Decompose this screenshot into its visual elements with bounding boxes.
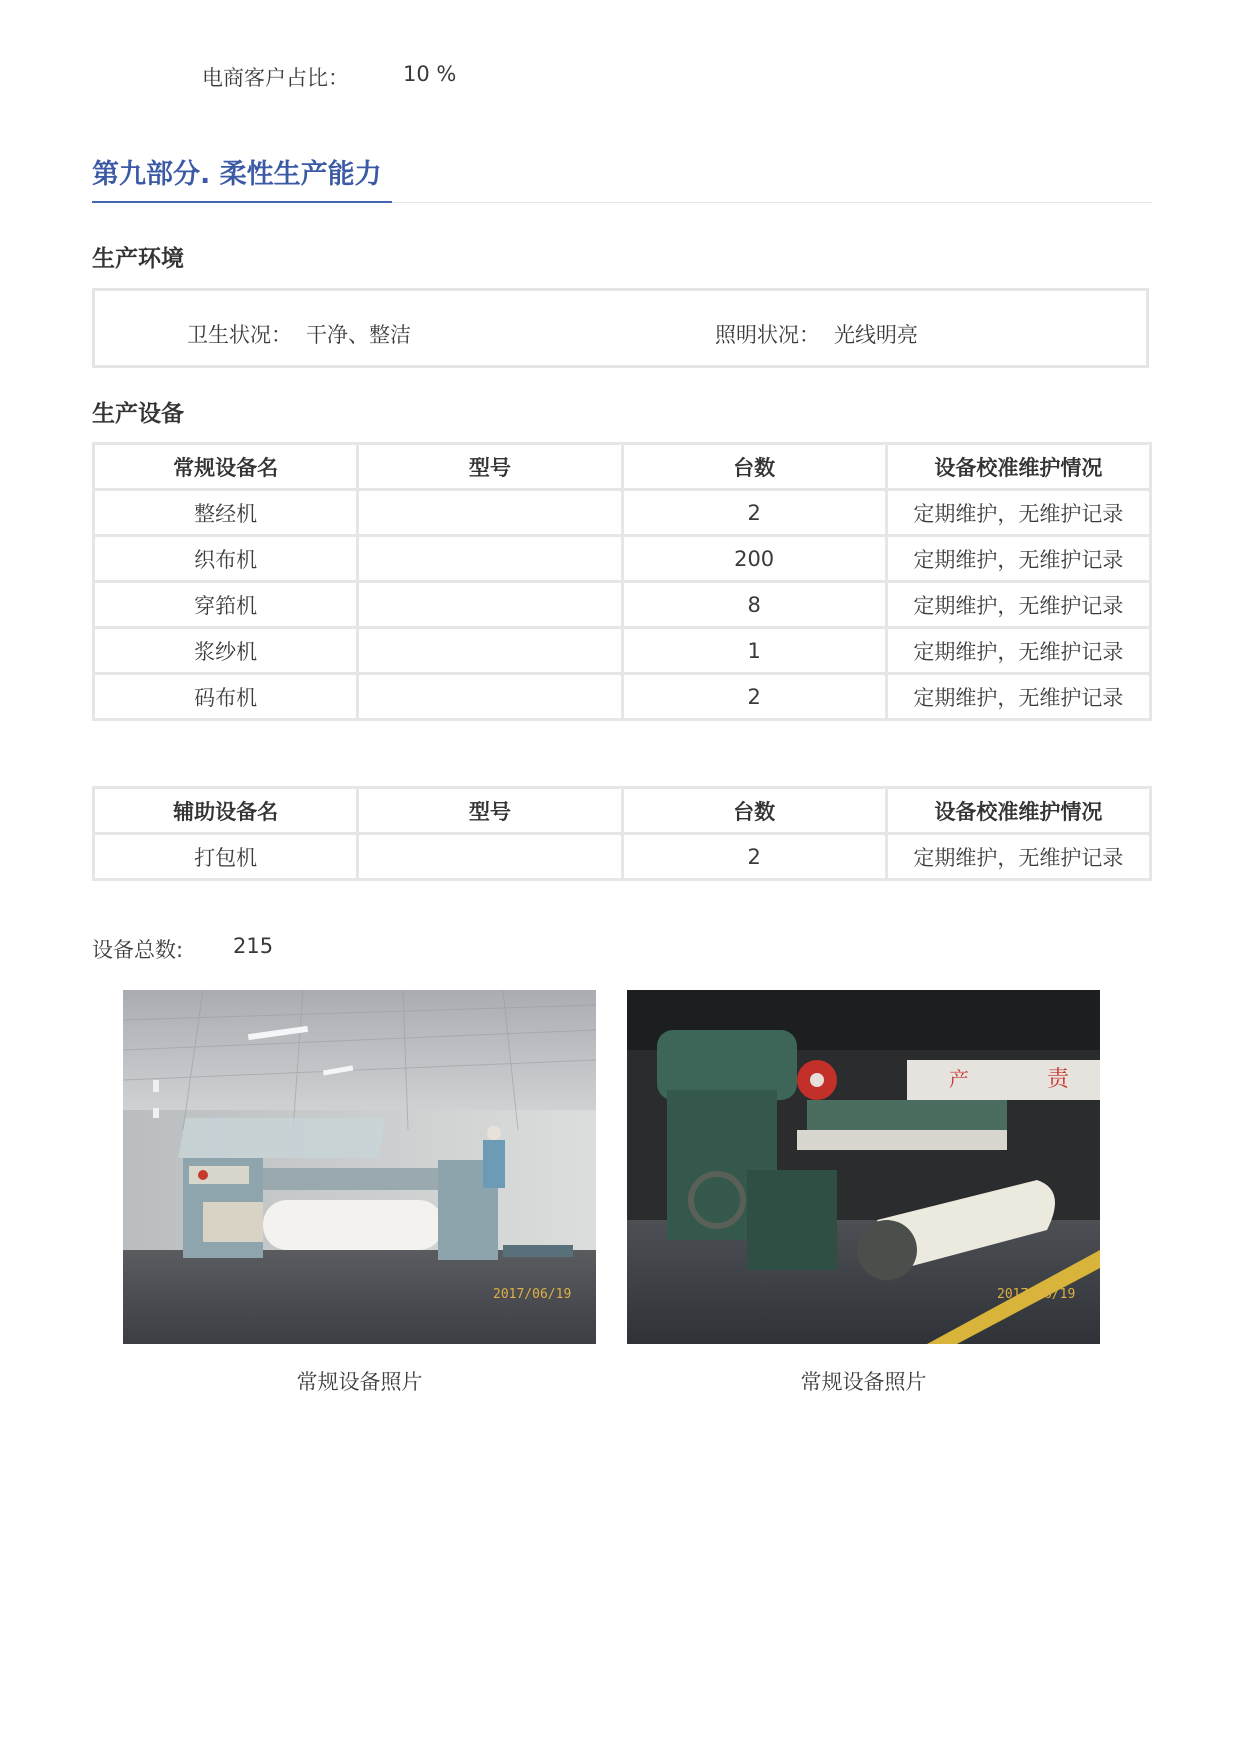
table-header-cell: 台数 (622, 444, 886, 490)
lighting-status (715, 319, 918, 349)
table-header-row (94, 788, 1151, 834)
photo-date-stamp: 2017/06/19 (493, 1287, 572, 1302)
table-cell: 1 (622, 628, 886, 674)
lighting-value: 光线明亮 (834, 323, 918, 347)
table-cell: 定期维护，无维护记录 (886, 536, 1150, 582)
table-cell: 200 (622, 536, 886, 582)
table-cell: 织布机 (94, 536, 358, 582)
equipment-total-value: 215 (233, 934, 274, 958)
equipment-total-label: 设备总数: (92, 938, 184, 962)
photo-wall-char: 责 (1047, 1067, 1070, 1092)
table-header-row (94, 444, 1151, 490)
hygiene-value: 干净、整洁 (306, 323, 411, 347)
table-header-cell: 设备校准维护情况 (886, 788, 1150, 834)
environment-box (92, 288, 1149, 368)
table-header-cell: 常规设备名 (94, 444, 358, 490)
lighting-label: 照明状况： (715, 323, 820, 347)
table-cell: 定期维护，无维护记录 (886, 834, 1150, 880)
table-cell: 穿筘机 (94, 582, 358, 628)
photo-wall-char: 产 (949, 1067, 969, 1091)
hygiene-label: 卫生状况： (187, 323, 292, 347)
table-cell: 2 (622, 834, 886, 880)
table-cell: 8 (622, 582, 886, 628)
table-cell: 定期维护，无维护记录 (886, 628, 1150, 674)
table-cell: 定期维护，无维护记录 (886, 582, 1150, 628)
ecommerce-ratio-label: 电商客户占比： (202, 66, 349, 90)
table-header-cell: 辅助设备名 (94, 788, 358, 834)
table-cell: 2 (622, 674, 886, 720)
table-header-cell: 台数 (622, 788, 886, 834)
ecommerce-ratio-value: 10 % (403, 62, 457, 86)
table-row (94, 582, 1151, 628)
table-header-cell: 设备校准维护情况 (886, 444, 1150, 490)
table-cell: 定期维护，无维护记录 (886, 674, 1150, 720)
equipment-photo (123, 990, 596, 1344)
table-cell: 定期维护，无维护记录 (886, 490, 1150, 536)
table-cell: 浆纱机 (94, 628, 358, 674)
regular-equipment-table (92, 442, 1152, 721)
auxiliary-equipment-table (92, 786, 1152, 881)
equipment-total (92, 934, 274, 964)
hygiene-status (187, 319, 411, 349)
table-row (94, 834, 1151, 880)
table-cell: 2 (622, 490, 886, 536)
photo-date-stamp: 2017/06/19 (997, 1287, 1076, 1302)
section-title-underline (92, 201, 392, 203)
photo-caption: 常规设备照片 (296, 1370, 423, 1394)
equipment-photo (627, 990, 1100, 1344)
table-cell: 码布机 (94, 674, 358, 720)
table-cell (358, 674, 622, 720)
table-cell: 打包机 (94, 834, 358, 880)
table-header-cell: 型号 (358, 788, 622, 834)
ecommerce-ratio (202, 62, 457, 92)
table-row (94, 490, 1151, 536)
table-header-cell: 型号 (358, 444, 622, 490)
section-title: 第九部分. 柔性生产能力 (92, 159, 382, 190)
table-cell (358, 628, 622, 674)
table-cell (358, 834, 622, 880)
table-row (94, 536, 1151, 582)
photo-caption: 常规设备照片 (800, 1370, 927, 1394)
table-cell (358, 582, 622, 628)
table-row (94, 674, 1151, 720)
table-row (94, 628, 1151, 674)
environment-title: 生产环境 (92, 246, 184, 272)
table-cell: 整经机 (94, 490, 358, 536)
table-cell (358, 536, 622, 582)
table-cell (358, 490, 622, 536)
equipment-title: 生产设备 (92, 401, 184, 427)
